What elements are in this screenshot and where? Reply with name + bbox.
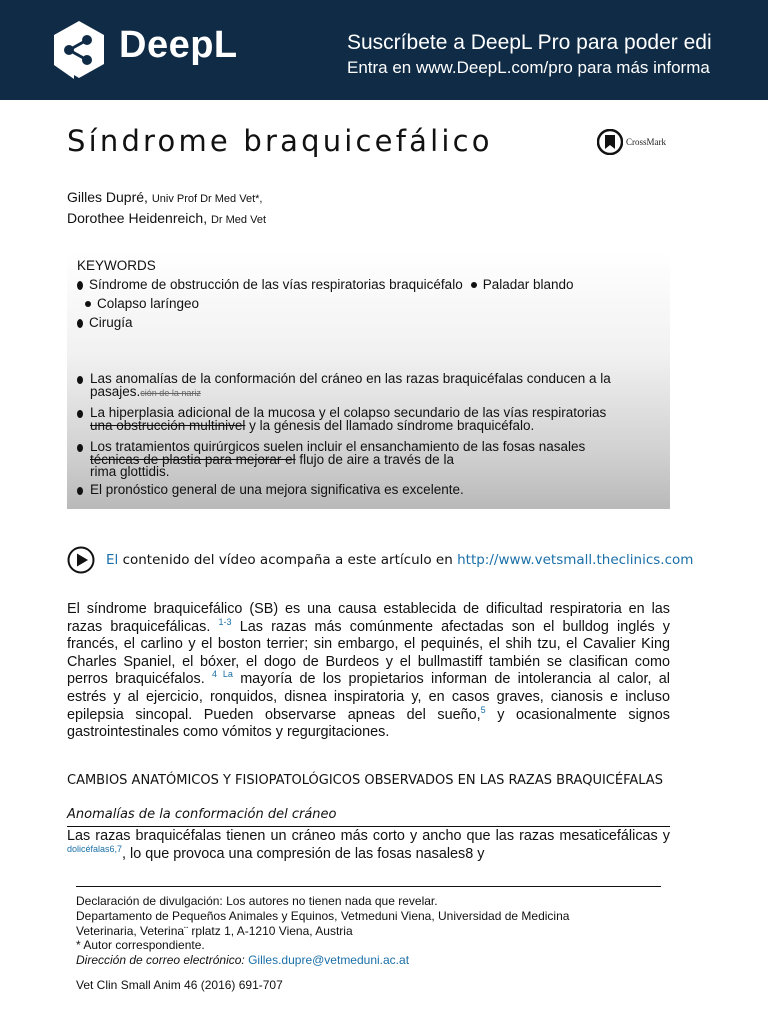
keyword-line-1 [77,277,574,292]
author-1 [67,188,266,209]
email-label: Dirección de correo electrónico: [76,953,245,967]
corresponding-author-note: * Autor correspondiente. [76,938,205,952]
author-name: Dorothee Heidenreich, [67,210,208,226]
body-text: El síndrome braquicefálico (SB) es una causa establecida de dificultad respiratoria en las razas braquicefálicas. [67,601,670,635]
reference-link[interactable]: dolicéfalas6,7 [67,843,123,854]
author-2 [67,209,266,230]
key-point-text: Las anomalías de la conformación del cráneo en las razas braquicéfalas conducen a la [90,371,611,386]
article-title: Síndrome braquicefálico [67,124,493,158]
section-divider [67,826,670,827]
bullet-icon [77,444,83,452]
video-text [106,552,693,568]
bullet-icon [77,376,83,384]
body-text: Las razas braquicéfalas tienen un cráneo más corto y ancho que las razas mesaticefálicas y [67,828,670,844]
video-link[interactable]: http://www.vetsmall.theclinics.com [457,552,694,568]
email-link[interactable]: Gilles.dupre@vetmeduni.ac.at [248,953,410,967]
deepl-logo-text: DeepL [119,24,238,66]
reference-link[interactable]: 1-3 [218,616,232,627]
crossmark-badge[interactable] [597,129,666,155]
footnote-divider [76,886,661,887]
video-note [67,546,693,574]
bullet-icon [471,282,477,288]
journal-citation: Vet Clin Small Anim 46 (2016) 691-707 [76,978,283,992]
section-paragraph [67,828,670,863]
affiliation-line-2: Veterinaria, Veterina¨ rplatz 1, A-1210 Viena, Austria [76,924,353,938]
bullet-icon [85,301,91,307]
play-icon[interactable] [67,546,95,574]
author-degree: Univ Prof Dr Med Vet*, [151,193,263,205]
key-point-text: y la génesis del llamado síndrome braquicéfalo. [245,418,535,433]
keyword: Paladar blando [482,277,574,292]
deepl-banner[interactable] [0,0,768,100]
deepl-logo-icon [52,20,106,80]
author-degree: Dr Med Vet [210,214,267,226]
affiliation-line-1: Departamento de Pequeños Animales y Equinos, Vetmeduni Viena, Universidad de Medicina [76,909,570,923]
keywords-heading: KEYWORDS [77,258,156,273]
body-text: mayoría de los propietarios informan de intolerancia al calor, al estrés y al ejercicio, ronquidos, disnea inspiratoria y, en casos graves, cianosis e incluso epilepsia sincopal. Pueden observarse apneas del sueño, [67,671,670,723]
key-point-text [90,419,534,432]
keyword: Síndrome de obstrucción de las vías respiratorias braquicéfalo [89,277,463,292]
key-point-text: flujo de aire a través de la [295,452,454,467]
video-lead: El [106,552,119,568]
intro-paragraph [67,601,670,742]
section-subheading: Anomalías de la conformación del cráneo [67,807,337,822]
body-text: Las razas más comúnmente afectadas son el bulldog inglés y francés, el carlino y el boston terrier; sin embargo, el pequinés, el shih tzu, el Cavalier King Charles Spaniel, el bóxer, el dogo de Burdeos y el bullmastiff también se clasifican como perros braquicéfalos. [67,618,671,688]
keyword: Colapso laríngeo [97,296,200,311]
key-point-text: rima glottidis. [90,464,170,479]
disclosure-note: Declaración de divulgación: Los autores no tienen nada que revelar. [76,894,438,908]
author-list [67,188,266,230]
reference-link[interactable]: 4 La [212,669,233,680]
crossmark-icon [597,129,623,155]
key-point-strike: una obstrucción multinivel [90,418,246,433]
key-point-text [90,385,201,400]
section-heading: CAMBIOS ANATÓMICOS Y FISIOPATOLÓGICOS OBSERVADOS EN LAS RAZAS BRAQUICÉFALAS [67,773,663,788]
bullet-icon [77,281,83,290]
reference-link[interactable]: 5 [480,704,486,715]
key-point-text: Los tratamientos quirúrgicos suelen incluir el ensanchamiento de las fosas nasales [90,439,586,454]
crossmark-label: CrossMark [626,137,666,147]
key-point-text: La hiperplasia adicional de la mucosa y el colapso secundario de las vías respiratorias [90,405,607,420]
keyword-line-3 [77,315,133,330]
bullet-icon [77,487,83,495]
keyword: Cirugía [89,315,133,330]
author-name: Gilles Dupré, [67,189,148,205]
promo-line-2[interactable]: Entra en www.DeepL.com/pro para más informa [347,58,710,77]
video-description: contenido del vídeo acompaña a este artículo en [118,552,458,568]
body-text: , lo que provoca una compresión de las fosas nasales8 y [122,845,485,862]
bullet-icon [77,410,83,418]
promo-line-1[interactable]: Suscríbete a DeepL Pro para poder edi [347,31,712,54]
bullet-icon [77,319,83,328]
body-text: y ocasionalmente signos gastrointestinales como vómitos y regurgitaciones. [67,706,671,741]
key-point-text: El pronóstico general de una mejora significativa es excelente. [90,482,464,497]
key-point-strike: ción de la nariz [140,388,201,398]
keywords-box [67,252,670,509]
keyword-line-2 [77,296,199,311]
key-point-strike: técnicas de plastia para mejorar el [90,452,296,467]
key-point-text: pasajes. [90,384,141,399]
email-line [76,953,409,967]
